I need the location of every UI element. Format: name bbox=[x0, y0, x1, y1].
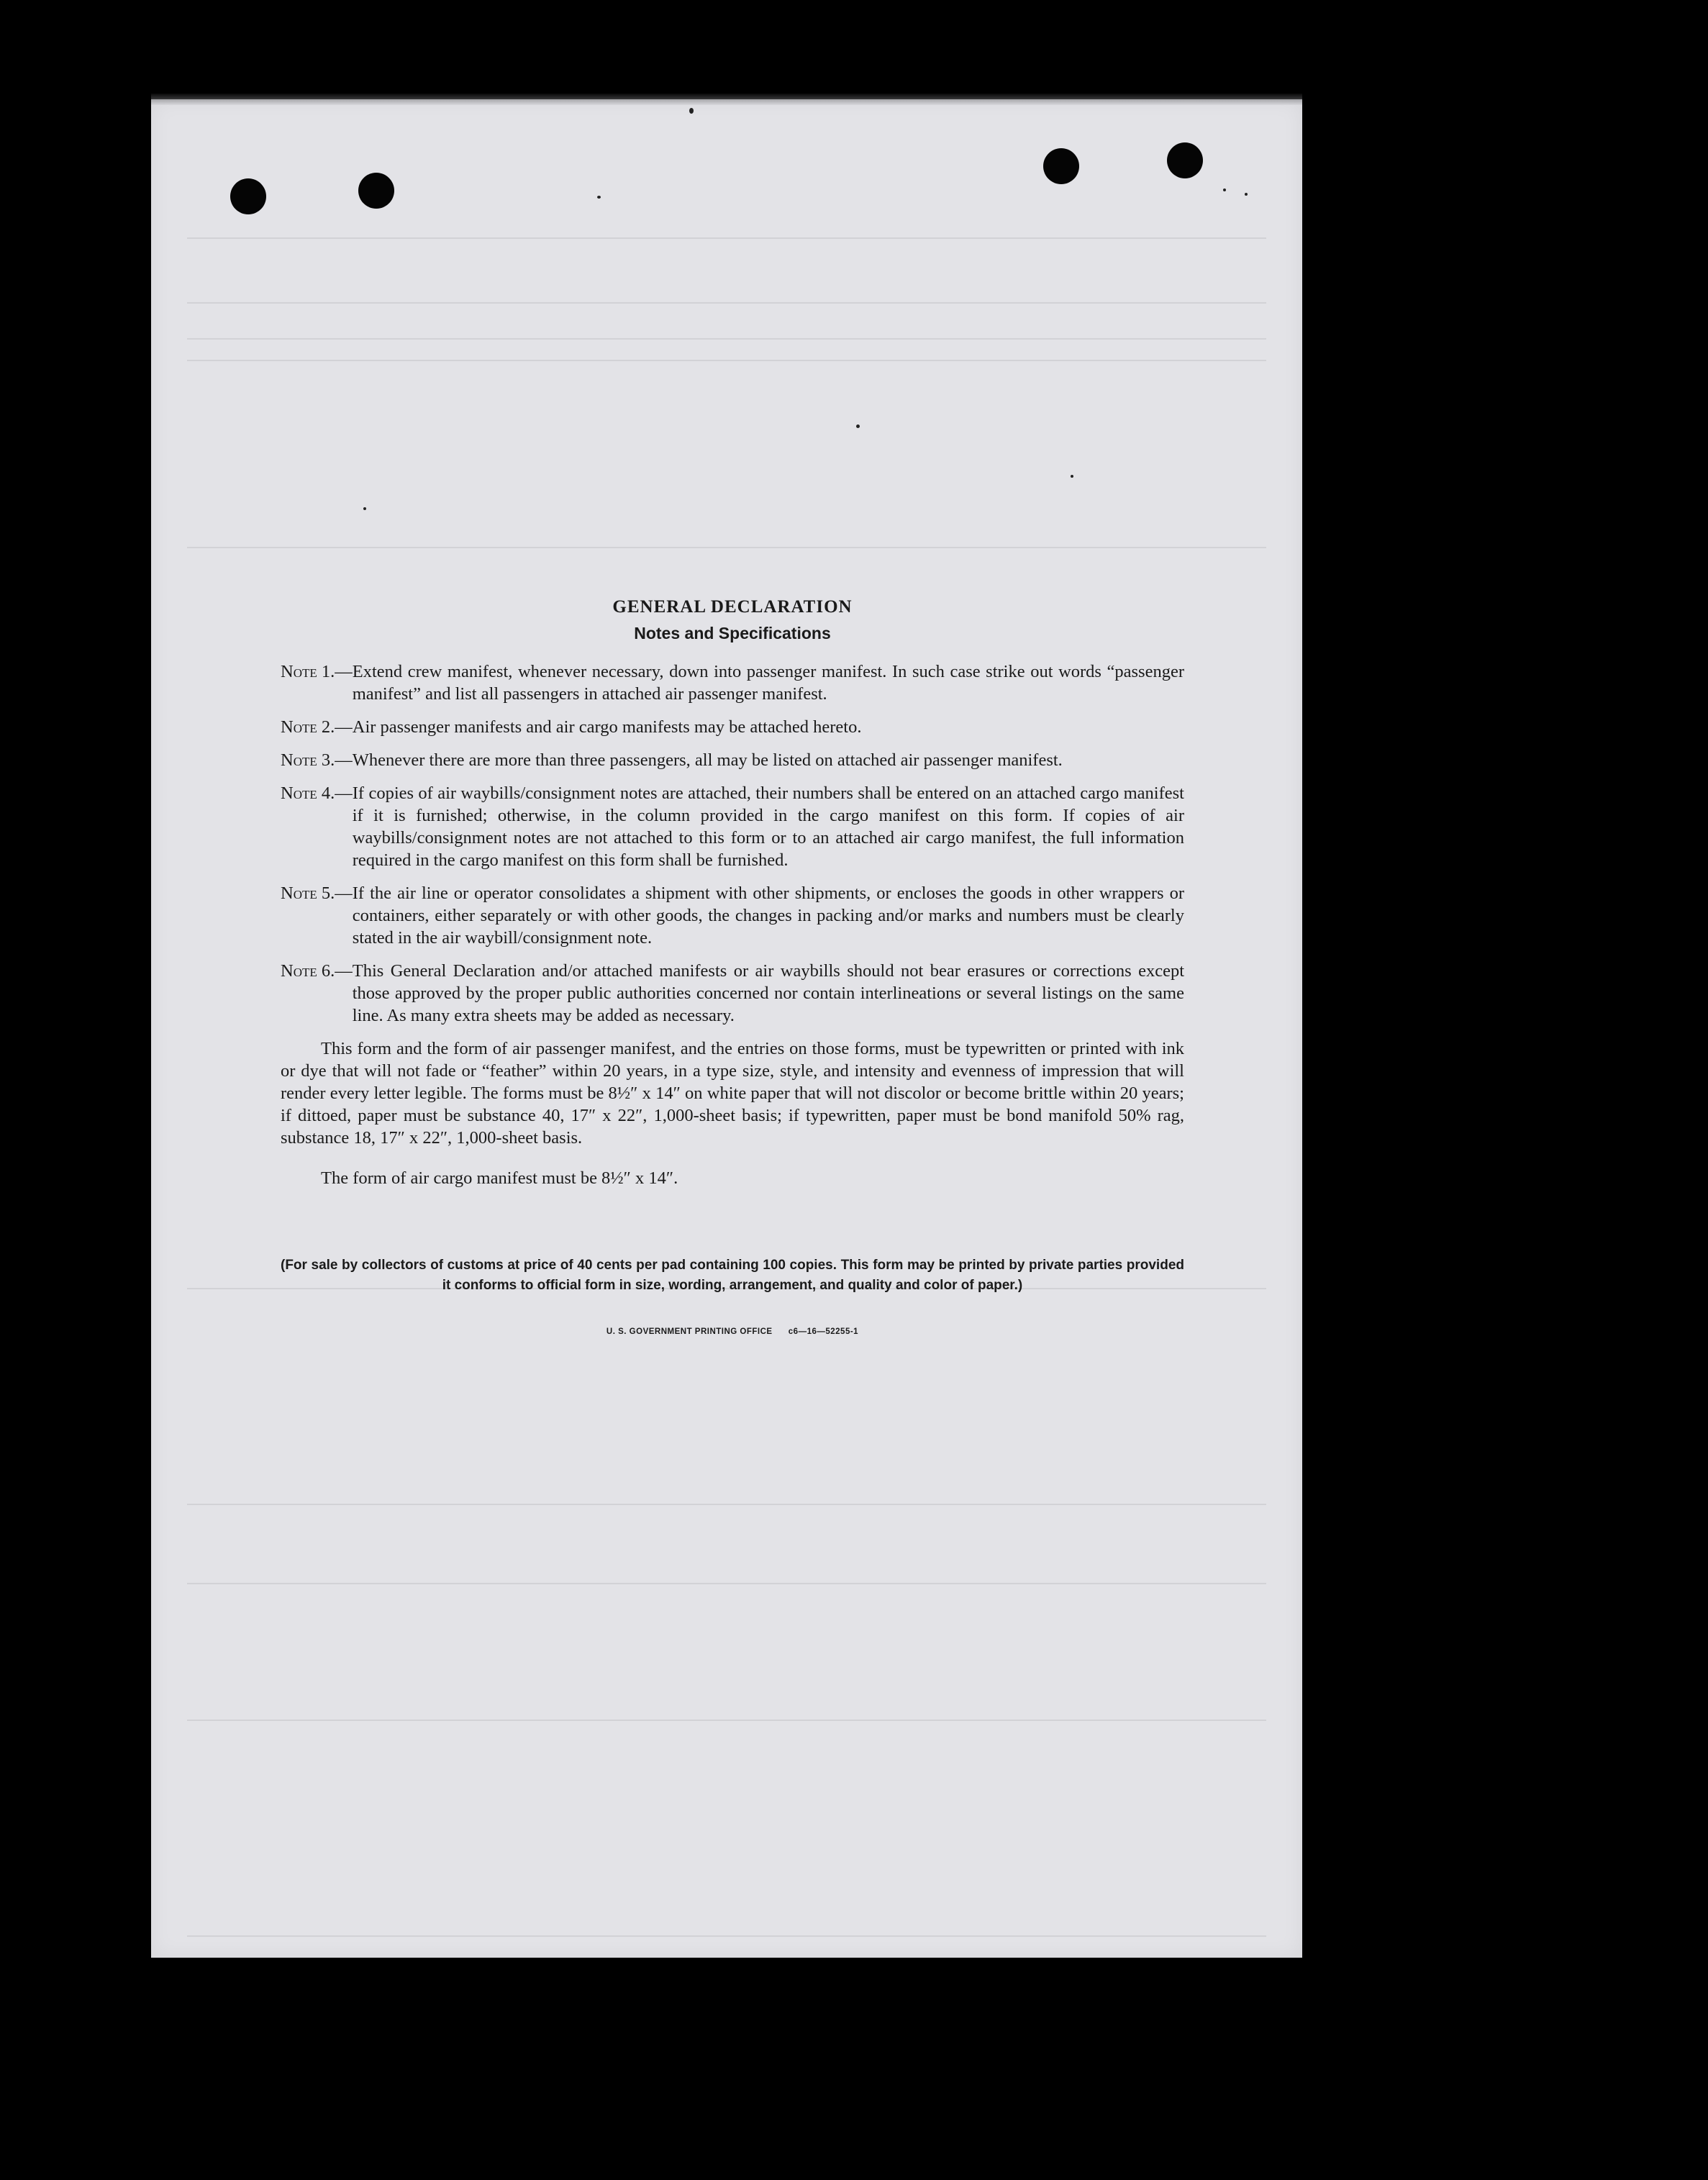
note-item bbox=[281, 716, 1184, 738]
note-label: Note 1. bbox=[281, 662, 335, 681]
note-text: This General Declaration and/or attached manifests or air waybills should not bear erasures or corrections except those approved by the proper public authorities concerned nor contain interlineations or several listings on the same line. As many extra sheets may be added as necessary. bbox=[352, 961, 1184, 1025]
paper-top-edge bbox=[151, 94, 1302, 105]
note-label: Note 2. bbox=[281, 717, 335, 737]
punch-hole bbox=[1167, 142, 1203, 178]
cargo-manifest-size-line: The form of air cargo manifest must be 8½″ x 14″. bbox=[321, 1168, 678, 1188]
note-item bbox=[281, 749, 1184, 771]
printing-office-name: U. S. GOVERNMENT PRINTING OFFICE bbox=[606, 1327, 773, 1336]
document-title: GENERAL DECLARATION bbox=[612, 597, 853, 617]
form-requirements-paragraph: This form and the form of air passenger manifest, and the entries on those forms, must be typewritten or printed with ink or dye that will not fade or “feather” within 20 years, in a type size, style, and intensity and evenness of impression that will render every letter legible. The forms must be 8½″ x 14″ on white paper that will not discolor or become brittle within 20 years; if dittoed, paper must be substance 40, 17″ x 22″, 1,000-sheet basis; if typewritten, paper must be bond manifold 50% rag, substance 18, 17″ x 22″, 1,000-sheet basis. bbox=[281, 1039, 1184, 1148]
note-text: Extend crew manifest, whenever necessary, down into passenger manifest. In such case strike out words “passenger manifest” and list all passengers in attached air passenger manifest. bbox=[352, 662, 1184, 704]
declaration-content bbox=[281, 596, 1184, 1336]
punch-hole bbox=[1043, 148, 1079, 184]
note-item bbox=[281, 660, 1184, 705]
note-text: If the air line or operator consolidates a shipment with other shipments, or encloses the goods in other wrappers or containers, either separately or with other goods, the changes in packing and/or marks and numbers must be clearly stated in the air waybill/consignment note. bbox=[352, 884, 1184, 948]
note-item bbox=[281, 960, 1184, 1027]
note-label: Note 4. bbox=[281, 784, 335, 803]
note-dash: — bbox=[335, 784, 353, 803]
printing-office-imprint bbox=[281, 1327, 1184, 1336]
note-dash: — bbox=[335, 884, 353, 903]
note-label: Note 5. bbox=[281, 884, 335, 903]
document-subtitle: Notes and Specifications bbox=[634, 624, 831, 642]
note-item bbox=[281, 782, 1184, 871]
note-dash: — bbox=[335, 750, 353, 770]
punch-hole bbox=[230, 178, 266, 214]
note-label: Note 3. bbox=[281, 750, 335, 770]
note-dash: — bbox=[335, 662, 353, 681]
note-label: Note 6. bbox=[281, 961, 335, 981]
note-text: If copies of air waybills/consignment notes are attached, their numbers shall be entered on an attached cargo manifest if it is furnished; otherwise, in the column provided in the cargo manifest on this form. If copies of air waybills/consignment notes are not attached to this form or to an attached air cargo manifest, the full information required in the cargo manifest on this form shall be furnished. bbox=[352, 784, 1184, 870]
notes-list bbox=[281, 660, 1184, 1027]
note-text: Whenever there are more than three passengers, all may be listed on attached air passenger manifest. bbox=[352, 750, 1063, 770]
print-code: c6—16—52255-1 bbox=[788, 1327, 859, 1336]
note-dash: — bbox=[335, 717, 353, 737]
note-item bbox=[281, 882, 1184, 949]
sale-notice: (For sale by collectors of customs at price of 40 cents per pad containing 100 copies. This form may be printed by private parties provided it conforms to official form in size, wording, arrangement, and quality and color of paper.) bbox=[281, 1257, 1184, 1293]
note-dash: — bbox=[335, 961, 353, 981]
note-text: Air passenger manifests and air cargo manifests may be attached hereto. bbox=[352, 717, 862, 737]
punch-hole bbox=[358, 173, 394, 209]
